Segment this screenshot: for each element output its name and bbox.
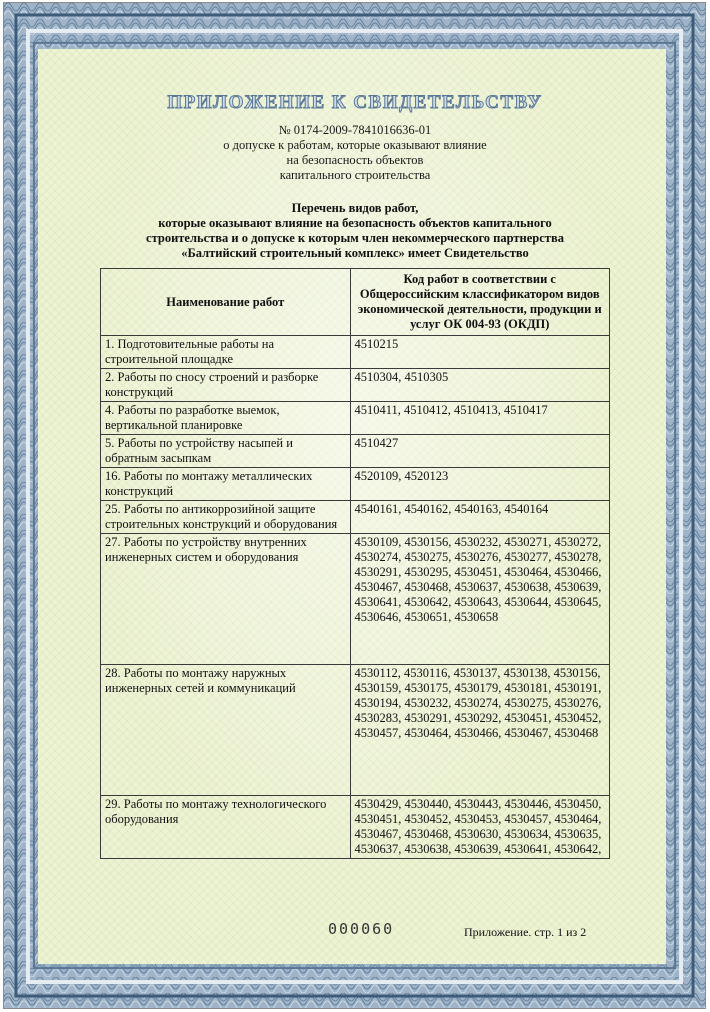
work-codes: 4520109, 4520123 [350,468,610,501]
work-codes: 4530109, 4530156, 4530232, 4530271, 4530272, 4530274, 4530275, 4530276, 4530277, 4530278, 4530291, 4530295, 4530451, 4530464, 4530466, 4530467, 4530468, 4530637, 4530638, 4530639, 4530641, 4530642, 4530643, 4530644, 4530645, 4530646, 4530651, 4530658 [350,534,610,665]
work-name: 16. Работы по монтажу металлических конструкций [101,468,351,501]
table-row [101,665,610,796]
table-row [101,534,610,665]
table-row [101,796,610,859]
work-codes: 4510411, 4510412, 4510413, 4510417 [350,402,610,435]
certificate-number: № 0174-2009-7841016636-01 [278,123,432,137]
certificate-line: о допуске к работам, которые оказывают влияние [223,138,487,152]
column-header-name: Наименование работ [101,269,351,336]
page-title: ПРИЛОЖЕНИЕ К СВИДЕТЕЛЬСТВУ [167,92,543,113]
page-footer: Приложение. стр. 1 из 2 [464,925,587,939]
column-header-code: Код работ в соответствии с Общероссийским классификатором видов экономической деятельности, продукции и услуг ОК 004-93 (ОКДП) [350,269,610,336]
list-title-line: строительства и о допуске к которым член некоммерческого партнерства [146,231,564,245]
work-name: 5. Работы по устройству насыпей и обратным засыпкам [101,435,351,468]
certificate-number-block [160,123,550,183]
table-row [101,369,610,402]
work-list-title [100,201,610,261]
certificate-line: капитального строительства [279,168,431,182]
work-name: 1. Подготовительные работы на строительной площадке [101,336,351,369]
work-name: 29. Работы по монтажу технологического оборудования [101,796,351,859]
list-title-line: которые оказывают влияние на безопасность объектов капитального [158,216,552,230]
works-table [100,268,610,859]
work-codes: 4510215 [350,336,610,369]
work-codes: 4530429, 4530440, 4530443, 4530446, 4530450, 4530451, 4530452, 4530453, 4530457, 4530464, 4530467, 4530468, 4530630, 4530634, 4530635, 4530637, 4530638, 4530639, 4530641, 4530642, [350,796,610,859]
serial-number: 000060 [328,920,395,938]
work-name: 25. Работы по антикоррозийной защите строительных конструкций и оборудования [101,501,351,534]
table-row [101,501,610,534]
work-name: 4. Работы по разработке выемок, вертикальной планировке [101,402,351,435]
table-header-row [101,269,610,336]
work-name: 27. Работы по устройству внутренних инженерных систем и оборудования [101,534,351,665]
work-codes: 4510427 [350,435,610,468]
certificate-line: на безопасность объектов [286,153,424,167]
work-codes: 4530112, 4530116, 4530137, 4530138, 4530156, 4530159, 4530175, 4530179, 4530181, 4530191, 4530194, 4530232, 4530274, 4530275, 4530276, 4530283, 4530291, 4530292, 4530451, 4530452, 4530457, 4530464, 4530466, 4530467, 4530468 [350,665,610,796]
work-name: 2. Работы по сносу строений и разборке конструкций [101,369,351,402]
table-row [101,435,610,468]
list-title-line: Перечень видов работ, [291,201,419,215]
work-name: 28. Работы по монтажу наружных инженерных сетей и коммуникаций [101,665,351,796]
list-title-line: «Балтийский строительный комплекс» имеет Свидетельство [181,246,529,260]
table-row [101,402,610,435]
work-codes: 4540161, 4540162, 4540163, 4540164 [350,501,610,534]
table-row [101,468,610,501]
table-row [101,336,610,369]
work-codes: 4510304, 4510305 [350,369,610,402]
